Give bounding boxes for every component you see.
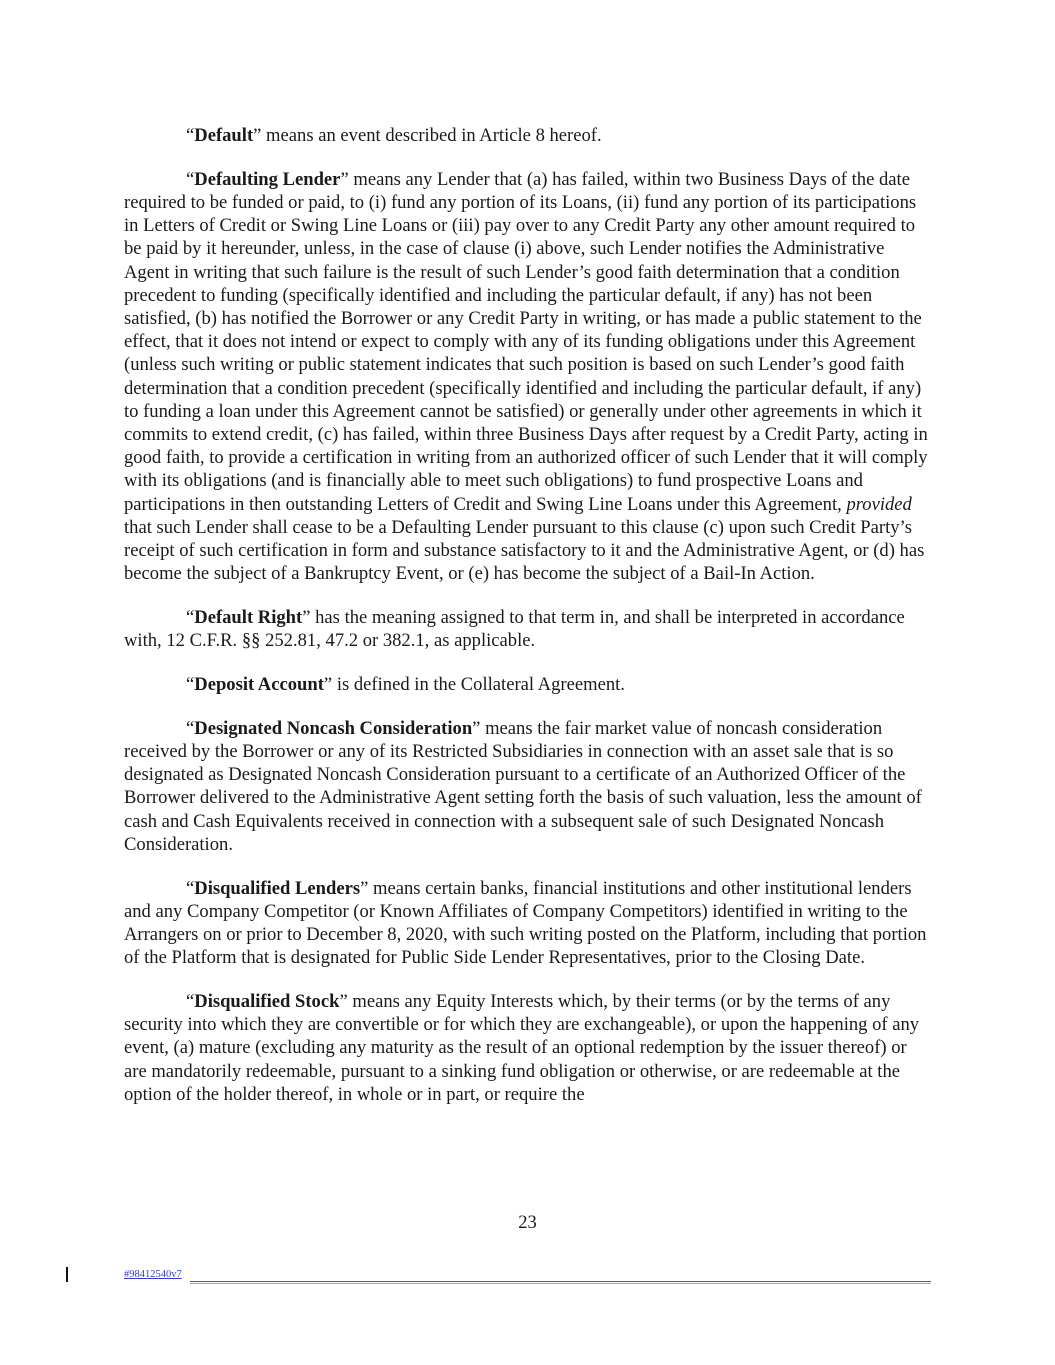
definition-text: means any Lender that (a) has failed, within two Business Days of the date required to be funded or paid, to (i) fund any portion of its Loans, (ii) fund any portion of its participations in Letters of Credit or Swing Line Loans or (iii) pay over to any Credit Party any other amount required to be paid by it hereunder, unless, in the case of clause (i) above, such Lender notifies the Administrative Agent in writing that such failure is the result of such Lender’s good faith determination that a condition precedent to funding (specifically identified and including the particular default, if any) has not been satisfied, (b) has notified the Borrower or any Credit Party in writing, or has made a public statement to the effect, that it does not intend or expect to comply with any of its funding obligations under this Agreement (unless such writing or public statement indicates that such position is based on such Lender’s good faith determination that a condition precedent (specifically identified and including the particular default, if any) to funding a loan under this Agreement cannot be satisfied) or generally under other agreements in which it commits to extend credit, (c) has failed, within three Business Days after request by a Credit Party, acting in good faith, to provide a certification in writing from an authorized officer of such Lender that it will comply with its obligations (and is financially able to meet such obligations) to fund prospective Loans and participations in then outstanding Letters of Credit and Swing Line Loans under this Agreement, <box>124 168 928 515</box>
close-quote: ” <box>339 991 348 1013</box>
defined-term: Disqualified Stock <box>194 991 340 1013</box>
defined-term: Designated Noncash Consideration <box>194 717 473 739</box>
close-quote: ” <box>340 168 349 190</box>
defined-term: Disqualified Lenders <box>194 877 361 899</box>
definition-designated-noncash-consideration <box>124 717 932 856</box>
close-quote: ” <box>360 877 369 899</box>
open-quote: “ <box>186 717 195 739</box>
open-quote: “ <box>186 991 195 1013</box>
close-quote: ” <box>323 674 333 696</box>
revision-change-bar <box>66 1267 68 1282</box>
definition-disqualified-stock <box>124 990 932 1106</box>
close-quote: ” <box>302 607 311 629</box>
footer-rule <box>190 1281 931 1284</box>
page-number: 23 <box>518 1212 537 1233</box>
definition-default-right <box>124 606 932 652</box>
close-quote: ” <box>472 717 481 739</box>
open-quote: “ <box>186 674 195 696</box>
close-quote: ” <box>253 125 262 146</box>
open-quote: “ <box>186 168 195 190</box>
definition-text: is defined in the Collateral Agreement. <box>332 674 625 696</box>
definition-text: has the meaning assigned to that term in, and shall be interpreted in accordance with, 12 C.F.R. §§ 252.81, 47.2 or 382.1, as applicable. <box>124 607 905 652</box>
definition-disqualified-lenders <box>124 877 932 970</box>
defined-term: Default Right <box>194 607 303 629</box>
open-quote: “ <box>186 877 195 899</box>
italic-proviso: provided <box>846 493 912 515</box>
document-body <box>124 124 932 1127</box>
definition-defaulting-lender <box>124 168 932 586</box>
footer-document-id: #98412540v7 <box>124 1269 182 1280</box>
definition-text-continued: that such Lender shall cease to be a Defaulting Lender pursuant to this clause (c) upon such Credit Party’s receipt of such certification in form and substance satisfactory to it and the Administrative Agent, or (d) has become the subject of a Bankruptcy Event, or (e) has become the subject of a Bail-In Action. <box>124 516 925 585</box>
definition-text: means certain banks, financial institutions and other institutional lenders and any Company Competitor (or Known Affiliates of Company Competitors) identified in writing to the Arrangers on or prior to December 8, 2020, with such writing posted on the Platform, including that portion of the Platform that is designated for Public Side Lender Representatives, prior to the Closing Date. <box>124 877 927 969</box>
defined-term: Default <box>194 125 254 146</box>
defined-term: Deposit Account <box>194 674 324 696</box>
definition-text: means the fair market value of noncash consideration received by the Borrower or any of its Restricted Subsidiaries in connection with an asset sale that is so designated as Designated Noncash Consideration pursuant to a certificate of an Authorized Officer of the Borrower delivered to the Administrative Agent setting forth the basis of such valuation, less the amount of cash and Cash Equivalents received in connection with a subsequent sale of such Designated Noncash Consideration. <box>124 717 922 855</box>
defined-term: Defaulting Lender <box>194 168 341 190</box>
definition-text: means any Equity Interests which, by their terms (or by the terms of any security into which they are convertible or for which they are exchangeable), or upon the happening of any event, (a) mature (excluding any maturity as the result of an optional redemption by the issuer thereof) or are mandatorily redeemable, pursuant to a sinking fund obligation or otherwise, or are redeemable at the option of the holder thereof, in whole or in part, or require the <box>124 991 920 1105</box>
open-quote: “ <box>186 607 195 629</box>
open-quote: “ <box>186 125 195 146</box>
definition-text: means an event described in Article 8 hereof. <box>261 125 602 146</box>
definition-deposit-account <box>124 673 932 696</box>
definition-default <box>124 124 932 147</box>
